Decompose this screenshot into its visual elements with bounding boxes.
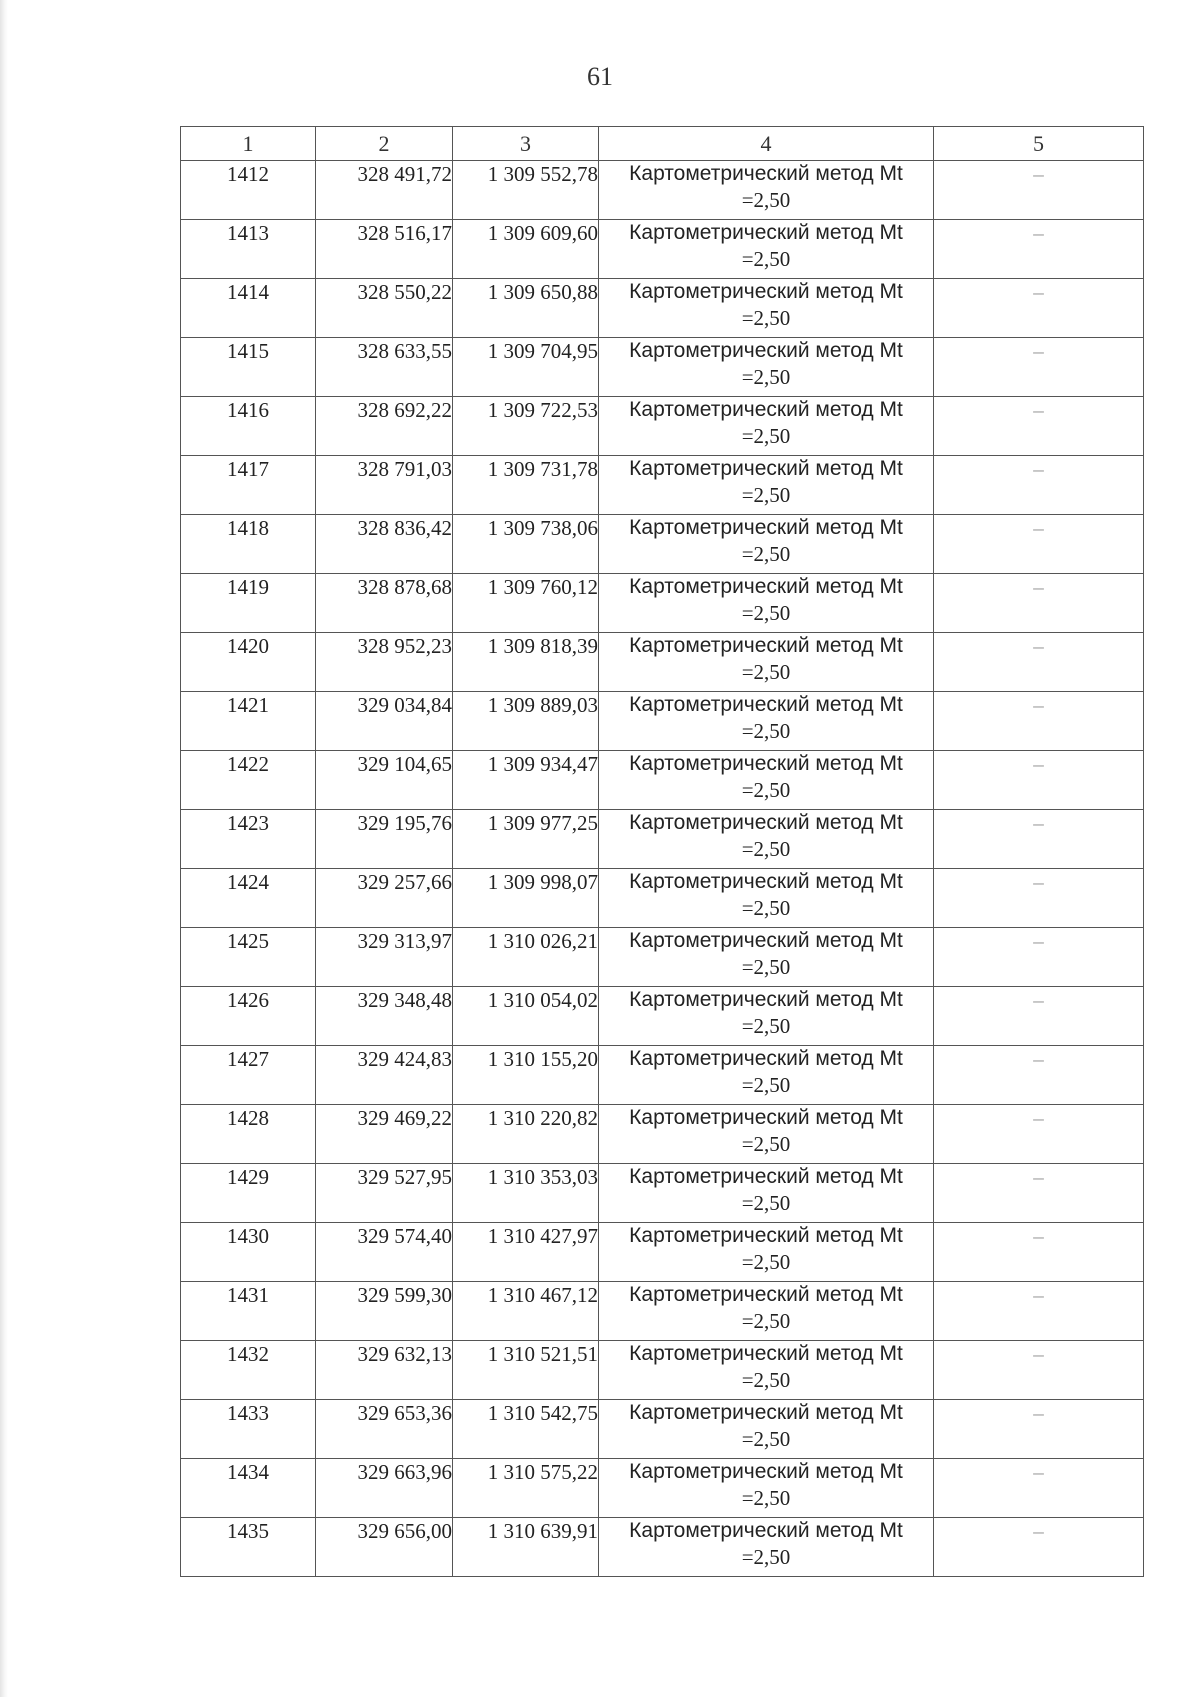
method-cell: [599, 1459, 934, 1518]
method-text: Картометрический метод Mt: [629, 398, 903, 421]
x-coordinate-cell: 329 663,96: [316, 1459, 453, 1518]
x-coordinate-cell: 328 633,55: [316, 338, 453, 397]
y-coordinate-cell: 1 310 575,22: [453, 1459, 599, 1518]
method-cell: [599, 397, 934, 456]
table-row: [181, 810, 1144, 869]
page-number: 61: [587, 62, 613, 91]
table-row: [181, 456, 1144, 515]
point-number-cell: 1419: [181, 574, 316, 633]
method-text: Картометрический метод Mt: [629, 575, 903, 598]
column-header-3: 3: [453, 127, 599, 161]
column-5-cell: –: [934, 928, 1144, 987]
table-row: [181, 692, 1144, 751]
x-coordinate-cell: 328 491,72: [316, 161, 453, 220]
y-coordinate-cell: 1 309 722,53: [453, 397, 599, 456]
y-coordinate-cell: 1 309 977,25: [453, 810, 599, 869]
method-accuracy-value: =2,50: [741, 1250, 791, 1274]
method-cell: [599, 1341, 934, 1400]
method-cell: [599, 751, 934, 810]
table-row: [181, 633, 1144, 692]
point-number-cell: 1433: [181, 1400, 316, 1459]
y-coordinate-cell: 1 309 704,95: [453, 338, 599, 397]
point-number-cell: 1412: [181, 161, 316, 220]
method-cell: [599, 161, 934, 220]
y-coordinate-cell: 1 310 155,20: [453, 1046, 599, 1105]
y-coordinate-cell: 1 310 639,91: [453, 1518, 599, 1577]
table-row: [181, 1046, 1144, 1105]
method-accuracy-value: =2,50: [741, 1309, 791, 1333]
column-5-cell: –: [934, 1341, 1144, 1400]
method-text: Картометрический метод Mt: [629, 1283, 903, 1306]
column-header-1: 1: [181, 127, 316, 161]
table-row: [181, 869, 1144, 928]
method-accuracy-value: =2,50: [741, 1545, 791, 1569]
point-number-cell: 1415: [181, 338, 316, 397]
method-text: Картометрический метод Mt: [629, 811, 903, 834]
column-5-cell: –: [934, 1046, 1144, 1105]
y-coordinate-cell: 1 310 521,51: [453, 1341, 599, 1400]
method-accuracy-value: =2,50: [741, 1486, 791, 1510]
method-accuracy-value: =2,50: [741, 955, 791, 979]
y-coordinate-cell: 1 310 353,03: [453, 1164, 599, 1223]
method-text: Картометрический метод Mt: [629, 929, 903, 952]
method-text: Картометрический метод Mt: [629, 1401, 903, 1424]
method-text: Картометрический метод Mt: [629, 516, 903, 539]
y-coordinate-cell: 1 310 026,21: [453, 928, 599, 987]
y-coordinate-cell: 1 309 889,03: [453, 692, 599, 751]
point-number-cell: 1420: [181, 633, 316, 692]
x-coordinate-cell: 329 632,13: [316, 1341, 453, 1400]
table-row: [181, 1400, 1144, 1459]
column-5-cell: –: [934, 1164, 1144, 1223]
y-coordinate-cell: 1 309 650,88: [453, 279, 599, 338]
method-accuracy-value: =2,50: [741, 1191, 791, 1215]
coordinates-table: [180, 126, 1144, 1577]
x-coordinate-cell: 328 878,68: [316, 574, 453, 633]
method-text: Картометрический метод Mt: [629, 693, 903, 716]
y-coordinate-cell: 1 309 609,60: [453, 220, 599, 279]
column-5-cell: –: [934, 279, 1144, 338]
method-cell: [599, 1223, 934, 1282]
method-text: Картометрический метод Mt: [629, 280, 903, 303]
column-5-cell: –: [934, 515, 1144, 574]
x-coordinate-cell: 329 104,65: [316, 751, 453, 810]
column-5-cell: –: [934, 1459, 1144, 1518]
table-body: [181, 161, 1144, 1577]
column-5-cell: –: [934, 161, 1144, 220]
point-number-cell: 1426: [181, 987, 316, 1046]
y-coordinate-cell: 1 310 427,97: [453, 1223, 599, 1282]
method-accuracy-value: =2,50: [741, 306, 791, 330]
method-cell: [599, 515, 934, 574]
method-cell: [599, 1164, 934, 1223]
table-row: [181, 1164, 1144, 1223]
point-number-cell: 1424: [181, 869, 316, 928]
method-cell: [599, 220, 934, 279]
table-row: [181, 1341, 1144, 1400]
column-5-cell: –: [934, 692, 1144, 751]
table-row: [181, 515, 1144, 574]
x-coordinate-cell: 329 656,00: [316, 1518, 453, 1577]
column-5-cell: –: [934, 987, 1144, 1046]
method-cell: [599, 338, 934, 397]
method-text: Картометрический метод Mt: [629, 1342, 903, 1365]
method-accuracy-value: =2,50: [741, 1073, 791, 1097]
point-number-cell: 1417: [181, 456, 316, 515]
method-cell: [599, 692, 934, 751]
method-cell: [599, 1518, 934, 1577]
x-coordinate-cell: 329 034,84: [316, 692, 453, 751]
method-accuracy-value: =2,50: [741, 188, 791, 212]
table-row: [181, 1223, 1144, 1282]
point-number-cell: 1418: [181, 515, 316, 574]
x-coordinate-cell: 328 836,42: [316, 515, 453, 574]
y-coordinate-cell: 1 309 818,39: [453, 633, 599, 692]
y-coordinate-cell: 1 310 054,02: [453, 987, 599, 1046]
x-coordinate-cell: 329 653,36: [316, 1400, 453, 1459]
x-coordinate-cell: 328 952,23: [316, 633, 453, 692]
x-coordinate-cell: 329 424,83: [316, 1046, 453, 1105]
method-text: Картометрический метод Mt: [629, 1519, 903, 1542]
x-coordinate-cell: 328 791,03: [316, 456, 453, 515]
table-row: [181, 279, 1144, 338]
method-cell: [599, 633, 934, 692]
table-row: [181, 397, 1144, 456]
x-coordinate-cell: 329 348,48: [316, 987, 453, 1046]
method-text: Картометрический метод Mt: [629, 221, 903, 244]
table-row: [181, 1518, 1144, 1577]
point-number-cell: 1428: [181, 1105, 316, 1164]
x-coordinate-cell: 328 550,22: [316, 279, 453, 338]
point-number-cell: 1430: [181, 1223, 316, 1282]
column-5-cell: –: [934, 574, 1144, 633]
x-coordinate-cell: 329 574,40: [316, 1223, 453, 1282]
y-coordinate-cell: 1 310 467,12: [453, 1282, 599, 1341]
point-number-cell: 1427: [181, 1046, 316, 1105]
x-coordinate-cell: 329 527,95: [316, 1164, 453, 1223]
method-accuracy-value: =2,50: [741, 601, 791, 625]
method-text: Картометрический метод Mt: [629, 1106, 903, 1129]
column-5-cell: –: [934, 397, 1144, 456]
column-5-cell: –: [934, 220, 1144, 279]
table-row: [181, 1459, 1144, 1518]
method-accuracy-value: =2,50: [741, 424, 791, 448]
method-accuracy-value: =2,50: [741, 483, 791, 507]
method-text: Картометрический метод Mt: [629, 988, 903, 1011]
x-coordinate-cell: 329 599,30: [316, 1282, 453, 1341]
column-5-cell: –: [934, 633, 1144, 692]
method-text: Картометрический метод Mt: [629, 634, 903, 657]
method-accuracy-value: =2,50: [741, 1132, 791, 1156]
method-accuracy-value: =2,50: [741, 1368, 791, 1392]
method-text: Картометрический метод Mt: [629, 162, 903, 185]
x-coordinate-cell: 329 469,22: [316, 1105, 453, 1164]
y-coordinate-cell: 1 310 220,82: [453, 1105, 599, 1164]
method-accuracy-value: =2,50: [741, 542, 791, 566]
column-5-cell: –: [934, 1400, 1144, 1459]
method-accuracy-value: =2,50: [741, 247, 791, 271]
x-coordinate-cell: 328 692,22: [316, 397, 453, 456]
column-5-cell: –: [934, 1223, 1144, 1282]
method-accuracy-value: =2,50: [741, 837, 791, 861]
method-cell: [599, 869, 934, 928]
table-row: [181, 928, 1144, 987]
point-number-cell: 1429: [181, 1164, 316, 1223]
method-cell: [599, 810, 934, 869]
table-row: [181, 1282, 1144, 1341]
column-5-cell: –: [934, 751, 1144, 810]
table-row: [181, 220, 1144, 279]
method-text: Картометрический метод Mt: [629, 457, 903, 480]
point-number-cell: 1434: [181, 1459, 316, 1518]
table-header-row: [181, 127, 1144, 161]
point-number-cell: 1435: [181, 1518, 316, 1577]
point-number-cell: 1431: [181, 1282, 316, 1341]
column-5-cell: –: [934, 1518, 1144, 1577]
method-cell: [599, 987, 934, 1046]
method-text: Картометрический метод Mt: [629, 1047, 903, 1070]
point-number-cell: 1425: [181, 928, 316, 987]
method-text: Картометрический метод Mt: [629, 870, 903, 893]
method-cell: [599, 279, 934, 338]
y-coordinate-cell: 1 309 738,06: [453, 515, 599, 574]
y-coordinate-cell: 1 309 934,47: [453, 751, 599, 810]
point-number-cell: 1423: [181, 810, 316, 869]
point-number-cell: 1413: [181, 220, 316, 279]
method-text: Картометрический метод Mt: [629, 1460, 903, 1483]
x-coordinate-cell: 328 516,17: [316, 220, 453, 279]
column-header-2: 2: [316, 127, 453, 161]
method-cell: [599, 928, 934, 987]
y-coordinate-cell: 1 310 542,75: [453, 1400, 599, 1459]
column-5-cell: –: [934, 456, 1144, 515]
method-accuracy-value: =2,50: [741, 1427, 791, 1451]
point-number-cell: 1422: [181, 751, 316, 810]
method-text: Картометрический метод Mt: [629, 1224, 903, 1247]
table-row: [181, 987, 1144, 1046]
point-number-cell: 1421: [181, 692, 316, 751]
y-coordinate-cell: 1 309 552,78: [453, 161, 599, 220]
column-header-5: 5: [934, 127, 1144, 161]
table-row: [181, 751, 1144, 810]
method-cell: [599, 456, 934, 515]
table-row: [181, 574, 1144, 633]
column-5-cell: –: [934, 869, 1144, 928]
method-accuracy-value: =2,50: [741, 778, 791, 802]
x-coordinate-cell: 329 195,76: [316, 810, 453, 869]
method-accuracy-value: =2,50: [741, 365, 791, 389]
x-coordinate-cell: 329 313,97: [316, 928, 453, 987]
y-coordinate-cell: 1 309 760,12: [453, 574, 599, 633]
point-number-cell: 1414: [181, 279, 316, 338]
method-accuracy-value: =2,50: [741, 896, 791, 920]
method-accuracy-value: =2,50: [741, 719, 791, 743]
method-text: Картометрический метод Mt: [629, 339, 903, 362]
y-coordinate-cell: 1 309 998,07: [453, 869, 599, 928]
y-coordinate-cell: 1 309 731,78: [453, 456, 599, 515]
point-number-cell: 1416: [181, 397, 316, 456]
column-5-cell: –: [934, 1282, 1144, 1341]
x-coordinate-cell: 329 257,66: [316, 869, 453, 928]
method-cell: [599, 1046, 934, 1105]
method-accuracy-value: =2,50: [741, 660, 791, 684]
point-number-cell: 1432: [181, 1341, 316, 1400]
table-row: [181, 161, 1144, 220]
method-text: Картометрический метод Mt: [629, 1165, 903, 1188]
method-cell: [599, 1282, 934, 1341]
method-cell: [599, 574, 934, 633]
table-row: [181, 338, 1144, 397]
table-row: [181, 1105, 1144, 1164]
column-5-cell: –: [934, 810, 1144, 869]
method-cell: [599, 1105, 934, 1164]
column-header-4: 4: [599, 127, 934, 161]
method-text: Картометрический метод Mt: [629, 752, 903, 775]
column-5-cell: –: [934, 1105, 1144, 1164]
column-5-cell: –: [934, 338, 1144, 397]
scan-edge: [0, 0, 8, 1697]
method-accuracy-value: =2,50: [741, 1014, 791, 1038]
method-cell: [599, 1400, 934, 1459]
